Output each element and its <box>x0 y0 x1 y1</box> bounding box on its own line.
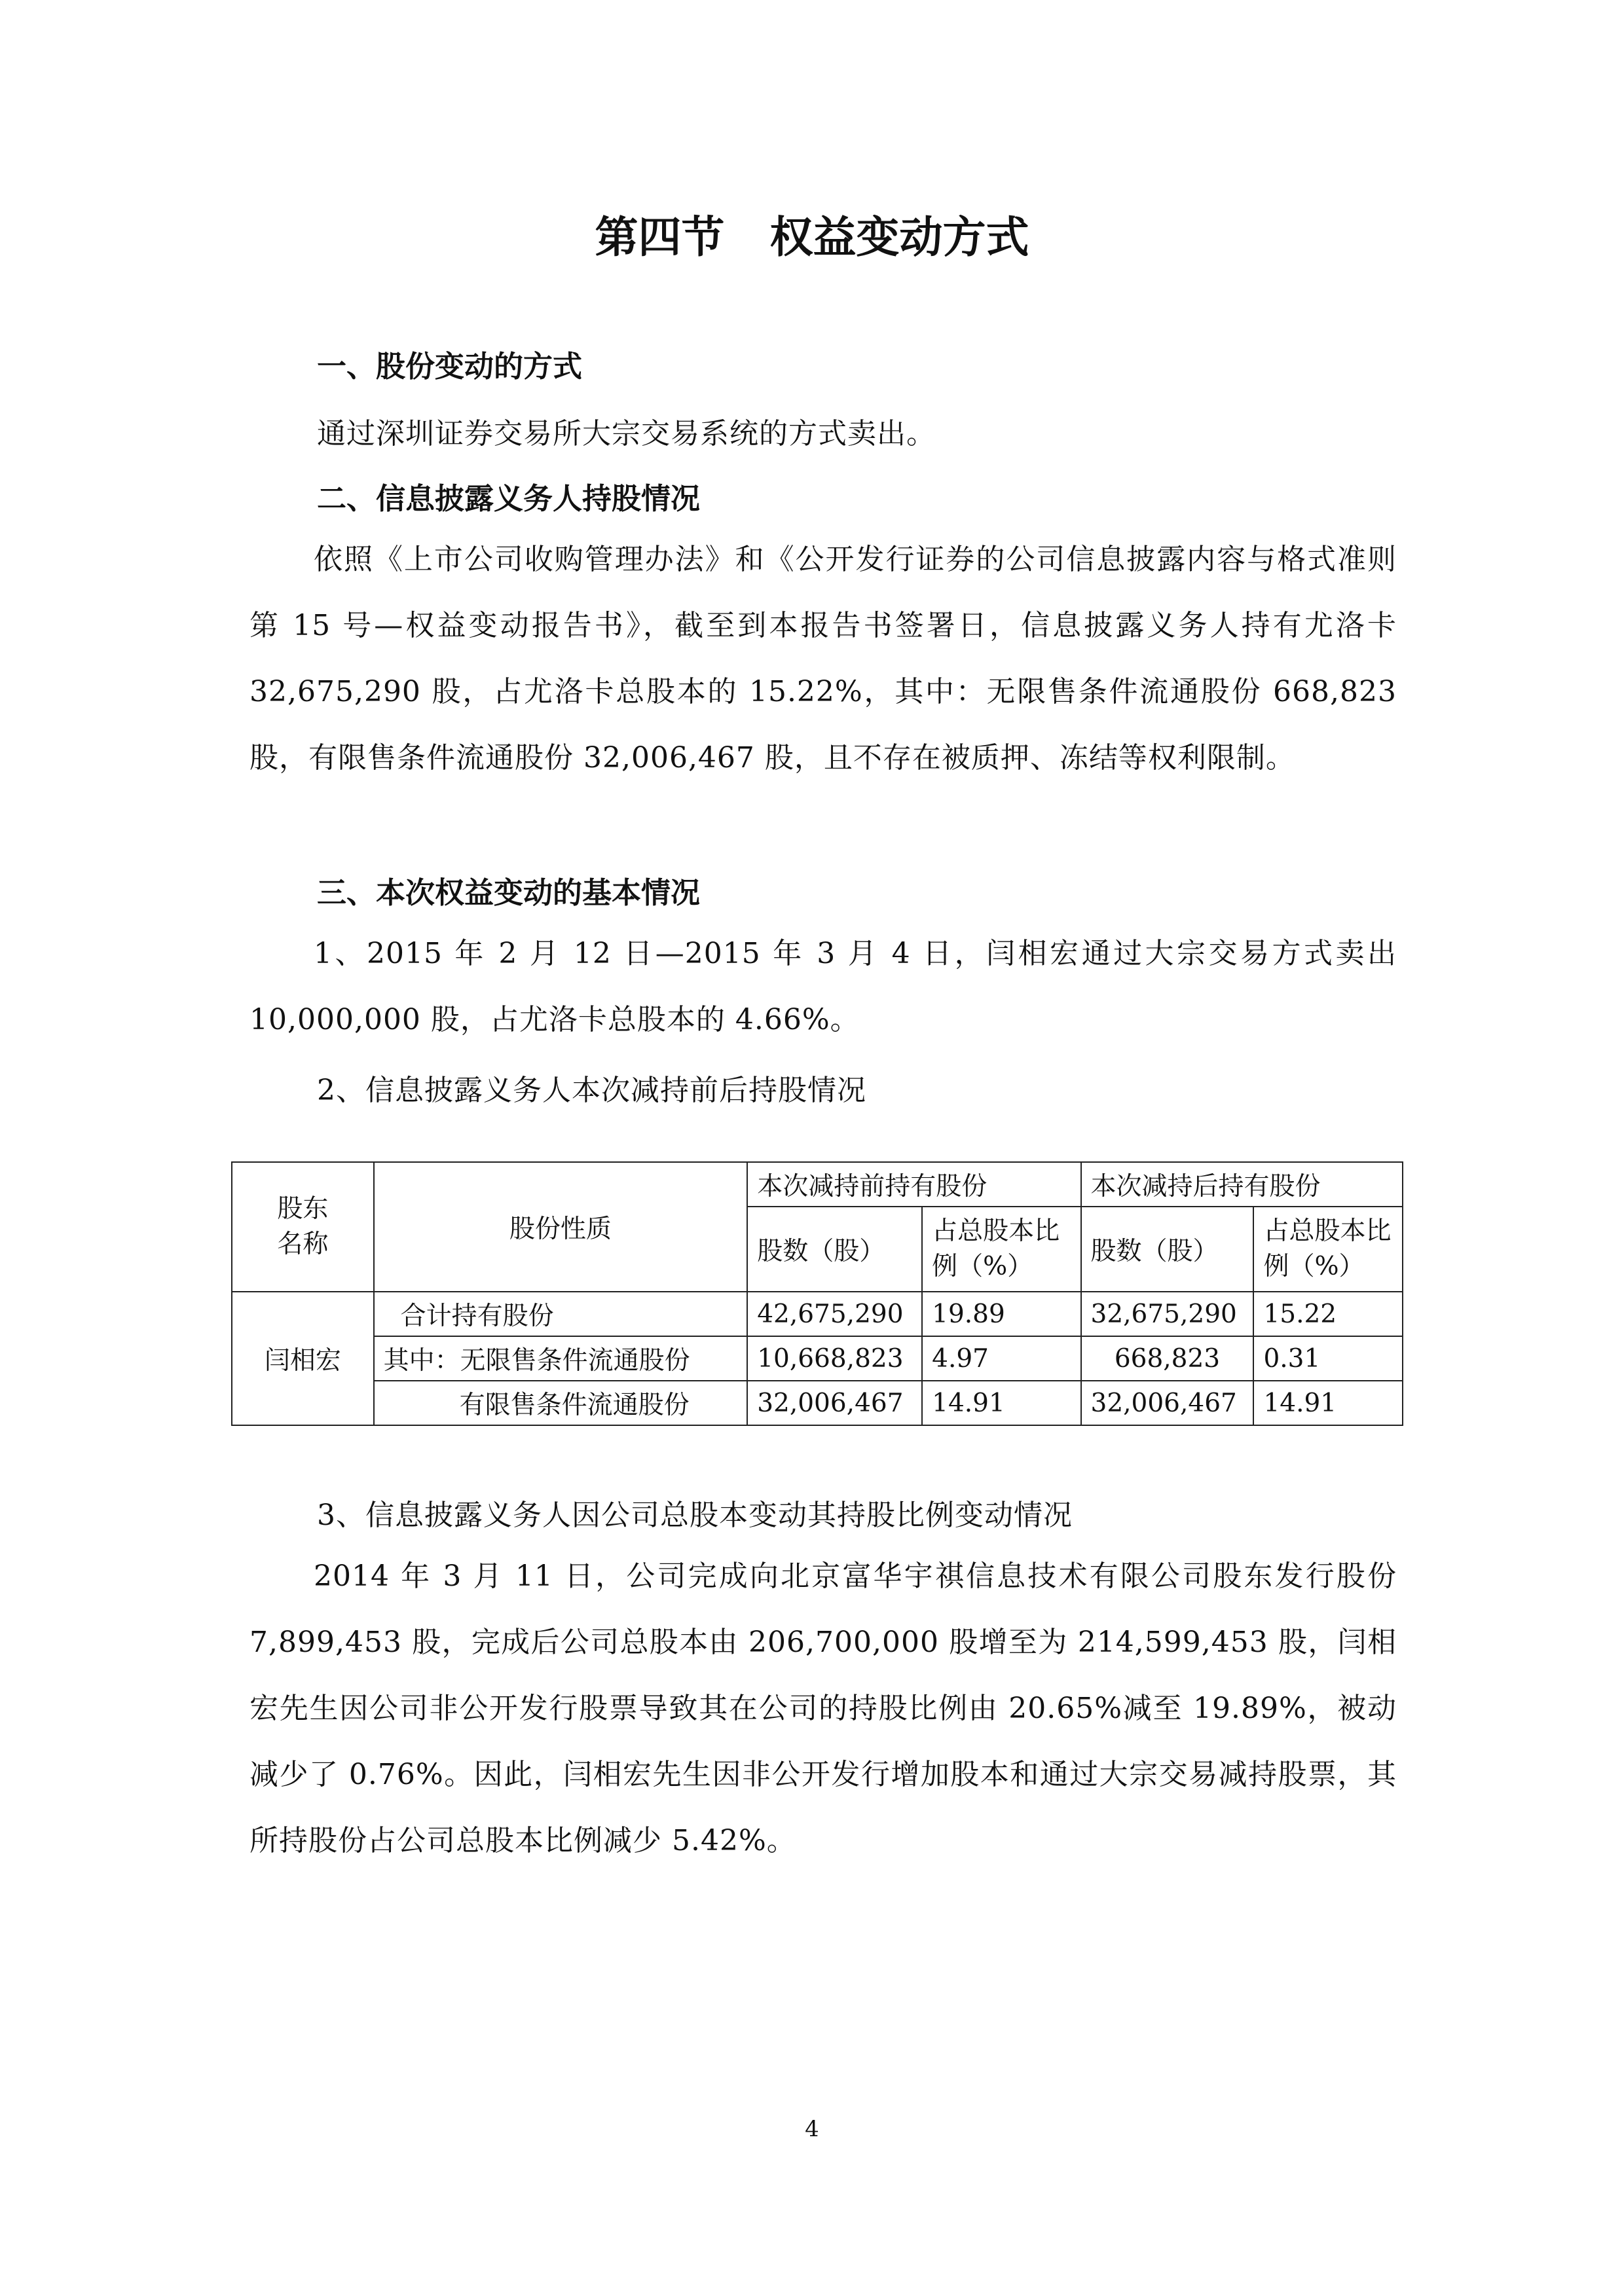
row-after-shares: 32,006,467 <box>1081 1381 1254 1425</box>
header-after-ratio: 占总股本比例（%） <box>1253 1207 1403 1292</box>
heading-share-change-method: 一、股份变动的方式 <box>317 349 583 384</box>
row-nature: 有限售条件流通股份 <box>374 1381 748 1425</box>
row-before-ratio: 19.89 <box>922 1292 1080 1336</box>
row-nature: 合计持有股份 <box>374 1292 748 1336</box>
header-shareholder-name: 股东名称 <box>232 1162 374 1292</box>
row-after-ratio: 15.22 <box>1253 1292 1403 1336</box>
heading-equity-change-details: 三、本次权益变动的基本情况 <box>317 875 701 910</box>
row-after-shares: 32,675,290 <box>1081 1292 1254 1336</box>
share-change-method-text: 通过深圳证券交易所大宗交易系统的方式卖出。 <box>317 417 936 450</box>
section-title: 第四节 权益变动方式 <box>595 212 1029 263</box>
row-after-shares: 668,823 <box>1081 1336 1254 1381</box>
page-number: 4 <box>805 2116 819 2142</box>
equity-change-item-2: 2、信息披露义务人本次减持前后持股情况 <box>317 1074 866 1107</box>
total-share-change-paragraph: 2014 年 3 月 11 日，公司完成向北京富华宇祺信息技术有限公司股东发行股份 7,899,453 股，完成后公司总股本由 206,700,000 股增至为 214,599,453 股，闫相宏先生因公司非公开发行股票导致其在公司的持股比例由 20.65%减至 19.89%，被动减少了 0.76%。因此，闫相宏先生因非公开发行增加股本和通过大宗交易减持股票，其所持股份占公司总股本比例减少 5.42%。 <box>249 1559 1397 1857</box>
header-after-reduction: 本次减持后持有股份 <box>1081 1162 1403 1207</box>
table-header-row <box>232 1162 1403 1207</box>
header-before-reduction: 本次减持前持有股份 <box>747 1162 1080 1207</box>
heading-holdings-status: 二、信息披露义务人持股情况 <box>317 481 701 516</box>
holdings-table <box>231 1161 1403 1426</box>
row-after-ratio: 0.31 <box>1253 1336 1403 1381</box>
table-row <box>232 1381 1403 1425</box>
table-row <box>232 1292 1403 1336</box>
row-before-ratio: 14.91 <box>922 1381 1080 1425</box>
header-before-ratio: 占总股本比例（%） <box>922 1207 1080 1292</box>
row-before-ratio: 4.97 <box>922 1336 1080 1381</box>
row-before-shares: 10,668,823 <box>747 1336 922 1381</box>
equity-change-item-3: 3、信息披露义务人因公司总股本变动其持股比例变动情况 <box>317 1499 1073 1532</box>
equity-change-item-1: 1、2015 年 2 月 12 日—2015 年 3 月 4 日，闫相宏通过大宗交易方式卖出 10,000,000 股，占尤洛卡总股本的 4.66%。 <box>249 937 1397 1036</box>
table-row <box>232 1336 1403 1381</box>
row-nature: 其中：无限售条件流通股份 <box>374 1336 748 1381</box>
row-after-ratio: 14.91 <box>1253 1381 1403 1425</box>
header-before-shares: 股数（股） <box>747 1207 922 1292</box>
row-before-shares: 32,006,467 <box>747 1381 922 1425</box>
header-share-nature: 股份性质 <box>374 1162 748 1292</box>
header-after-shares: 股数（股） <box>1081 1207 1254 1292</box>
shareholder-name-cell: 闫相宏 <box>232 1292 374 1425</box>
holdings-status-paragraph: 依照《上市公司收购管理办法》和《公开发行证券的公司信息披露内容与格式准则第 15 号—权益变动报告书》，截至到本报告书签署日，信息披露义务人持有尤洛卡 32,675,290 股，占尤洛卡总股本的 15.22%，其中：无限售条件流通股份 668,823 股，有限售条件流通股份 32,006,467 股，且不存在被质押、冻结等权利限制。 <box>249 543 1397 774</box>
row-before-shares: 42,675,290 <box>747 1292 922 1336</box>
